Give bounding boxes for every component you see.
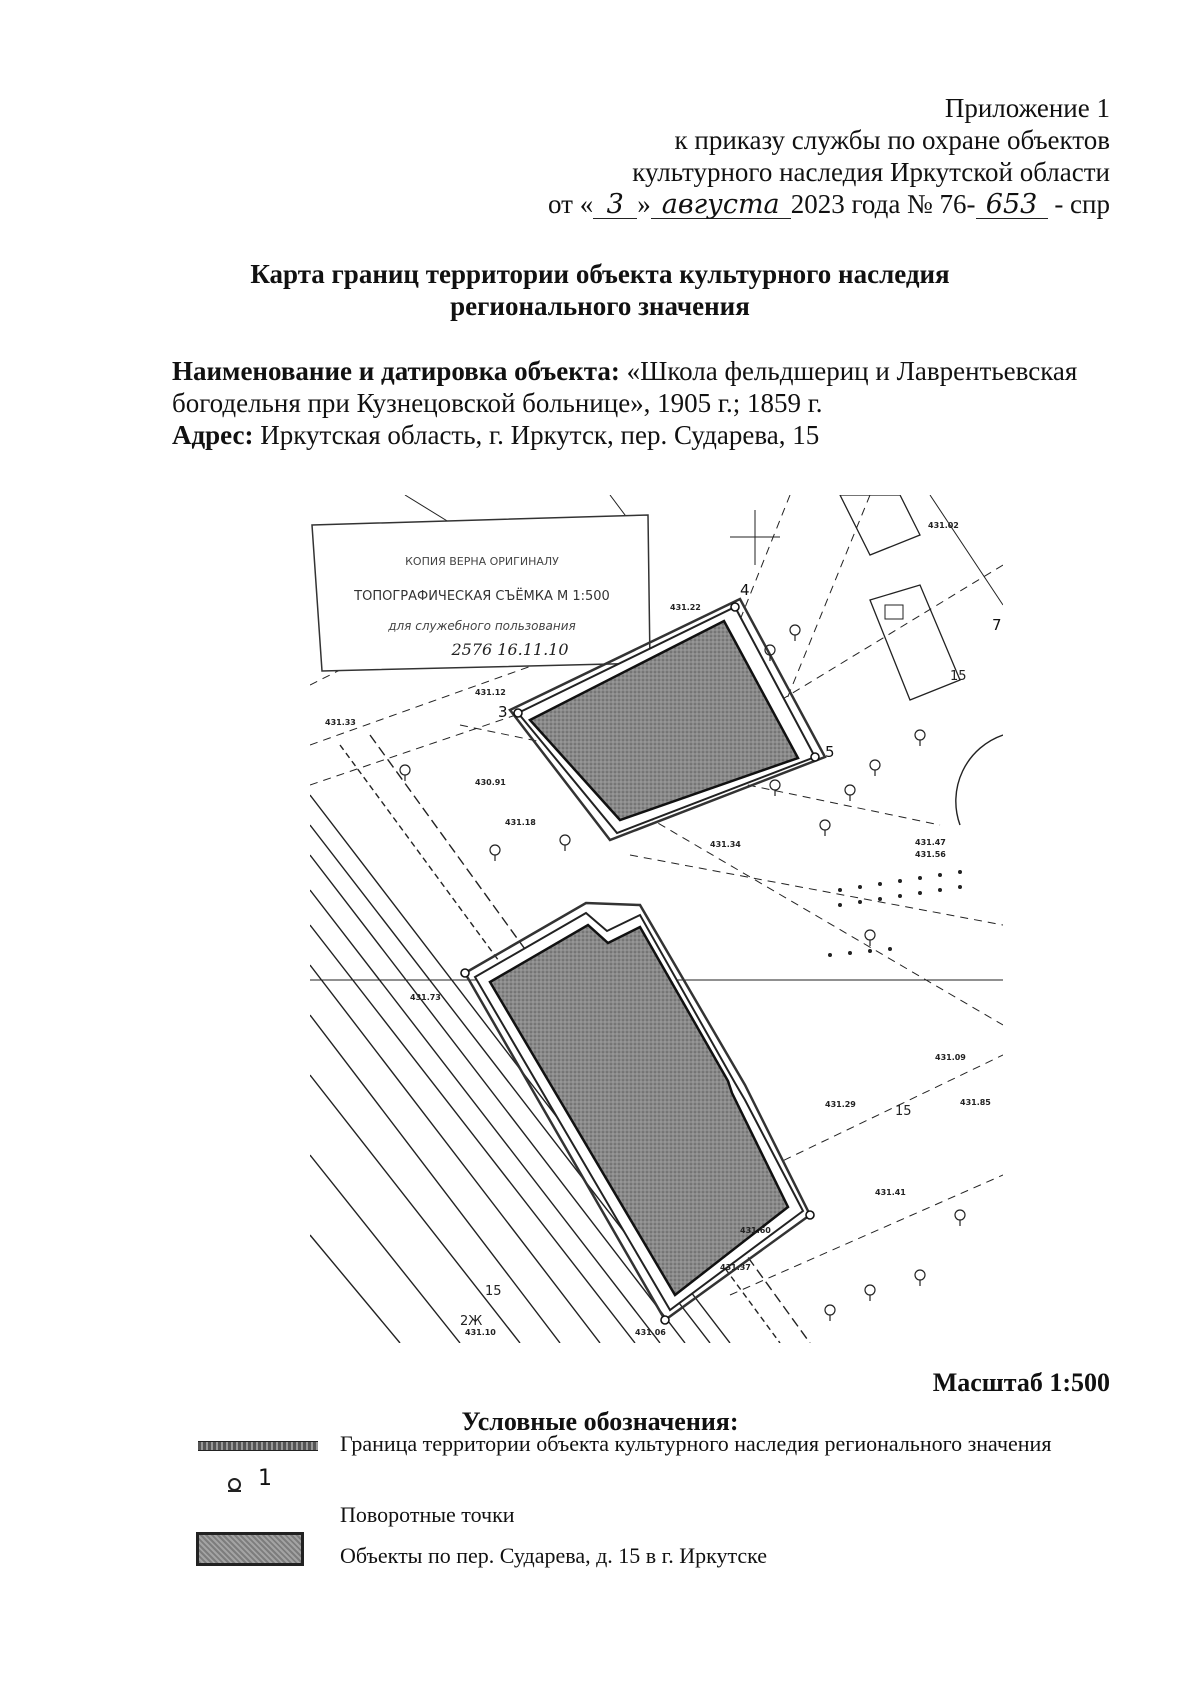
- boundary-map: [310, 495, 1003, 1343]
- legend-title: Условные обозначения:: [461, 1407, 739, 1436]
- legend-turning-point-underline: [228, 1490, 241, 1492]
- legend-object-symbol: [196, 1532, 304, 1566]
- stamp-line-1: КОПИЯ ВЕРНА ОРИГИНАЛУ: [405, 555, 559, 568]
- elevation-label: 431.47: [915, 838, 946, 847]
- order-mid: »: [637, 189, 651, 219]
- elevation-label: 431.56: [915, 850, 946, 859]
- contour-label: 15: [895, 1104, 912, 1119]
- object-name-label: Наименование и датировка объекта:: [172, 356, 620, 386]
- order-line: [548, 188, 1110, 220]
- address-line: [172, 419, 1132, 451]
- legend-boundary-symbol: [198, 1441, 318, 1451]
- turning-point-label-7: 7: [992, 616, 1002, 634]
- order-prefix: от «: [548, 189, 594, 219]
- legend-object-label: Объекты по пер. Сударева, д. 15 в г. Иркутске: [340, 1543, 768, 1568]
- turning-point-7: [661, 1316, 669, 1324]
- approval-stamp: [312, 515, 650, 671]
- elevation-label: 431.02: [928, 521, 959, 530]
- turning-point-8: [461, 969, 469, 977]
- order-month: августа: [651, 192, 791, 219]
- elevation-label: 431.34: [710, 840, 741, 849]
- turning-point-4: [731, 603, 739, 611]
- elevation-label: 431.10: [465, 1328, 496, 1337]
- legend-turning-point-label: Поворотные точки: [340, 1502, 515, 1527]
- order-suffix: - спр: [1054, 189, 1110, 219]
- appendix-line2: к приказу службы по охране объектов: [674, 125, 1110, 155]
- turning-point-label-3: 3: [498, 703, 508, 721]
- appendix-line3: культурного наследия Иркутской области: [632, 157, 1110, 187]
- elevation-label: 431.12: [475, 688, 506, 697]
- turning-point-label-5: 5: [825, 743, 835, 761]
- document-title: [0, 258, 1200, 322]
- stamp-line-2: ТОПОГРАФИЧЕСКАЯ СЪЁМКА М 1:500: [354, 589, 610, 604]
- turning-point-3: [514, 709, 522, 717]
- object-building-2: [465, 903, 810, 1320]
- object-info: [172, 355, 1132, 451]
- order-number: 653: [976, 192, 1048, 219]
- legend-boundary-label: Граница территории объекта культурного наследия регионального значения: [340, 1431, 1052, 1456]
- contour-label: 15: [950, 669, 967, 684]
- elevation-label: 431.06: [635, 1328, 666, 1337]
- elevation-label: 431.22: [670, 603, 701, 612]
- elevation-label: 431.37: [720, 1263, 751, 1272]
- appendix-header: [548, 92, 1110, 220]
- contour-label: 15: [485, 1284, 502, 1299]
- turning-point-5: [811, 753, 819, 761]
- contour-label: 2Ж: [460, 1314, 483, 1329]
- elevation-label: 431.60: [740, 1226, 771, 1235]
- title-line2: регионального значения: [450, 291, 750, 321]
- fence-dots: [828, 870, 962, 957]
- elevation-label: 431.18: [505, 818, 536, 827]
- elevation-label: 431.41: [875, 1188, 906, 1197]
- turning-point-6: [806, 1211, 814, 1219]
- map-scale: Масштаб 1:500: [932, 1368, 1110, 1397]
- turning-point-label-4: 4: [740, 581, 750, 599]
- address-value: Иркутская область, г. Иркутск, пер. Сударева, 15: [260, 420, 820, 450]
- elevation-label: 431.33: [325, 718, 356, 727]
- address-label: Адрес:: [172, 420, 254, 450]
- elevation-label: 431.85: [960, 1098, 991, 1107]
- stamp-signature: 2576 16.11.10: [451, 640, 569, 659]
- object-name-value-1: «Школа фельдшериц и Лаврентьевская: [626, 356, 1078, 386]
- appendix-title: Приложение 1: [944, 93, 1110, 123]
- legend-turning-point-number: 1: [258, 1466, 272, 1491]
- object-name-line: [172, 355, 1132, 387]
- order-day: 3: [593, 192, 637, 219]
- object-name-value-2: богодельня при Кузнецовской больнице», 1905 г.; 1859 г.: [172, 388, 823, 418]
- elevation-label: 431.09: [935, 1053, 966, 1062]
- stamp-line-3: для служебного пользования: [388, 619, 576, 633]
- elevation-label: 431.73: [410, 993, 441, 1002]
- elevation-label: 431.29: [825, 1100, 856, 1109]
- title-line1: Карта границ территории объекта культурного наследия: [250, 259, 950, 289]
- order-year: 2023 года № 76-: [790, 189, 976, 219]
- elevation-label: 430.91: [475, 778, 506, 787]
